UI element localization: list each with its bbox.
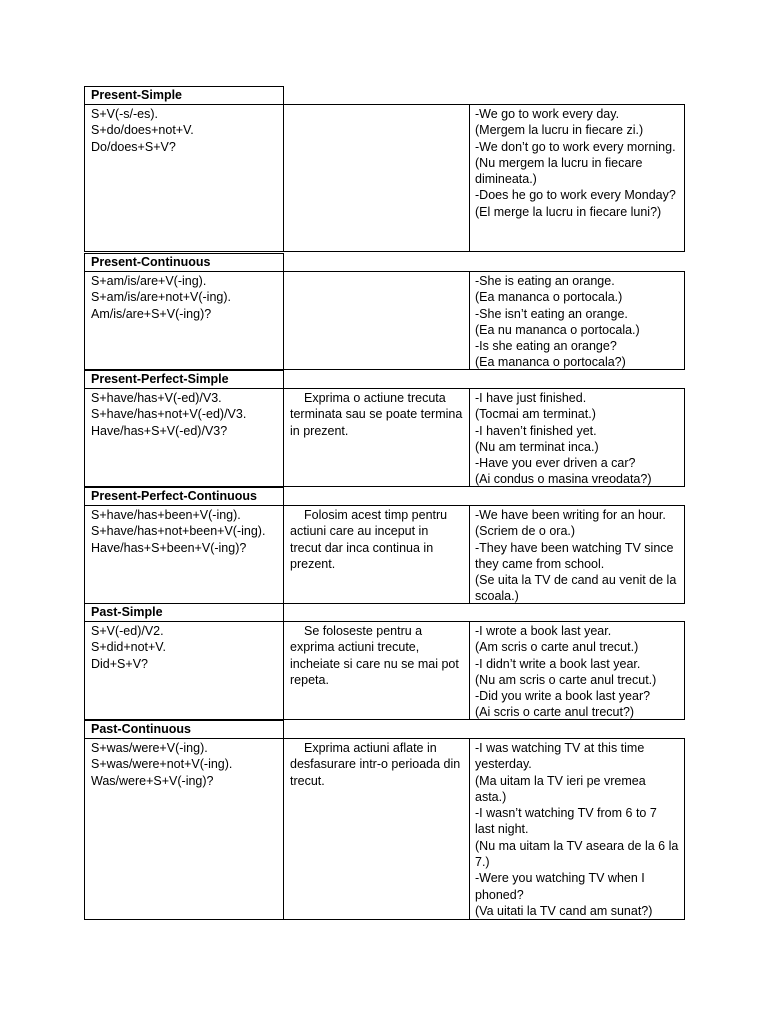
- negative-formula: S+am/is/are+not+V(-ing).: [91, 290, 231, 305]
- example-line: -She is eating an orange.: [475, 274, 615, 288]
- tense-section-present-perfect-simple: [84, 370, 685, 487]
- tense-table-row: [84, 505, 685, 604]
- formula-cell: [85, 389, 284, 486]
- example-line: -She isn’t eating an orange.: [475, 306, 628, 321]
- affirmative-formula: S+have/has+been+V(-ing).: [91, 508, 241, 522]
- formula-cell: [85, 622, 284, 719]
- tense-table-row: [84, 738, 685, 920]
- example-line: -We have been writing for an hour.: [475, 508, 666, 522]
- example-line: (Ai condus o masina vreodata?): [475, 472, 652, 487]
- example-line: (Va uitati la TV cand am sunat?): [475, 903, 653, 918]
- description-cell: [284, 622, 470, 719]
- example-line: -I wrote a book last year.: [475, 624, 612, 638]
- interrogative-formula: Have/has+S+V(-ed)/V3?: [91, 423, 228, 438]
- examples-cell: [470, 506, 684, 603]
- interrogative-formula: Have/has+S+been+V(-ing)?: [91, 540, 247, 555]
- description-cell: [284, 272, 470, 369]
- affirmative-formula: S+am/is/are+V(-ing).: [91, 274, 207, 288]
- tense-section-past-continuous: [84, 720, 685, 918]
- tense-table-row: [84, 271, 685, 370]
- examples-cell: [470, 272, 684, 369]
- tense-table-row: [84, 388, 685, 487]
- example-line: -We go to work every day.: [475, 107, 620, 121]
- tense-section-past-simple: [84, 603, 685, 720]
- formula-cell: [85, 739, 284, 919]
- negative-formula: S+do/does+not+V.: [91, 123, 194, 138]
- negative-formula: S+did+not+V.: [91, 640, 166, 655]
- example-line: (El merge la lucru in fiecare luni?): [475, 204, 662, 219]
- tense-title: Present-Perfect-Continuous: [84, 487, 284, 506]
- negative-formula: S+have/has+not+been+V(-ing).: [91, 524, 266, 539]
- example-line: (Am scris o carte anul trecut.): [475, 640, 639, 655]
- example-line: (Nu mergem la lucru in fiecare dimineata.): [475, 155, 646, 187]
- usage-description: Folosim acest timp pentru actiuni care au inceput in trecut dar inca continua in prezent.: [290, 508, 451, 571]
- examples-cell: [470, 739, 684, 919]
- description-cell: [284, 739, 470, 919]
- affirmative-formula: S+was/were+V(-ing).: [91, 741, 208, 755]
- example-line: (Nu am terminat inca.): [475, 439, 599, 454]
- tense-title: Present-Continuous: [84, 253, 284, 272]
- example-line: -Were you watching TV when I phoned?: [475, 871, 649, 902]
- example-line: (Ea mananca o portocala?): [475, 355, 626, 370]
- example-line: (Ai scris o carte anul trecut?): [475, 705, 635, 720]
- interrogative-formula: Do/does+S+V?: [91, 139, 176, 154]
- example-line: (Nu am scris o carte anul trecut.): [475, 672, 657, 687]
- tense-section-present-simple: [84, 86, 685, 219]
- usage-description: Exprima actiuni aflate in desfasurare intr-o perioada din trecut.: [290, 741, 464, 788]
- formula-cell: [85, 506, 284, 603]
- description-cell: [284, 506, 470, 603]
- example-line: -They have been watching TV since they came from school.: [475, 540, 677, 571]
- example-line: -We don’t go to work every morning.: [475, 139, 676, 154]
- examples-cell: [470, 622, 684, 719]
- formula-cell: [85, 272, 284, 369]
- examples-cell: [470, 105, 684, 251]
- example-line: -Is she eating an orange?: [475, 339, 617, 354]
- examples-cell: [470, 389, 684, 486]
- interrogative-formula: Did+S+V?: [91, 656, 148, 671]
- usage-description: Se foloseste pentru a exprima actiuni trecute, incheiate si care nu se mai pot repeta.: [290, 624, 463, 687]
- example-line: (Nu ma uitam la TV aseara de la 6 la 7.): [475, 838, 682, 870]
- affirmative-formula: S+V(-s/-es).: [91, 107, 159, 121]
- affirmative-formula: S+V(-ed)/V2.: [91, 624, 164, 638]
- tense-title: Past-Simple: [84, 603, 284, 622]
- tense-table-row: [84, 104, 685, 252]
- description-cell: [284, 105, 470, 251]
- tense-section-present-perfect-continuous: [84, 487, 685, 604]
- usage-description: Exprima o actiune trecuta terminata sau se poate termina in prezent.: [290, 391, 466, 438]
- example-line: (Ma uitam la TV ieri pe vremea asta.): [475, 773, 650, 804]
- affirmative-formula: S+have/has+V(-ed)/V3.: [91, 391, 222, 405]
- example-line: -I wasn’t watching TV from 6 to 7 last night.: [475, 806, 661, 837]
- example-line: (Scriem de o ora.): [475, 524, 576, 539]
- tense-title: Present-Perfect-Simple: [84, 370, 284, 389]
- formula-cell: [85, 105, 284, 251]
- negative-formula: S+have/has+not+V(-ed)/V3.: [91, 407, 247, 422]
- tense-table-row: [84, 621, 685, 720]
- description-cell: [284, 389, 470, 486]
- example-line: -I have just finished.: [475, 391, 587, 405]
- example-line: -I didn’t write a book last year.: [475, 656, 641, 671]
- example-line: -Have you ever driven a car?: [475, 456, 636, 471]
- tense-section-present-continuous: [84, 253, 685, 370]
- tense-title: Past-Continuous: [84, 720, 284, 739]
- example-line: -I was watching TV at this time yesterday.: [475, 741, 648, 772]
- example-line: -Does he go to work every Monday?: [475, 188, 676, 203]
- negative-formula: S+was/were+not+V(-ing).: [91, 757, 233, 772]
- interrogative-formula: Was/were+S+V(-ing)?: [91, 773, 214, 788]
- example-line: -I haven’t finished yet.: [475, 423, 597, 438]
- example-line: (Ea nu mananca o portocala.): [475, 322, 640, 337]
- example-line: (Se uita la TV de cand au venit de la scoala.): [475, 573, 680, 604]
- example-line: (Ea mananca o portocala.): [475, 290, 623, 305]
- interrogative-formula: Am/is/are+S+V(-ing)?: [91, 306, 212, 321]
- tense-title: Present-Simple: [84, 86, 284, 105]
- example-line: (Mergem la lucru in fiecare zi.): [475, 123, 644, 138]
- example-line: -Did you write a book last year?: [475, 689, 651, 704]
- example-line: (Tocmai am terminat.): [475, 407, 596, 422]
